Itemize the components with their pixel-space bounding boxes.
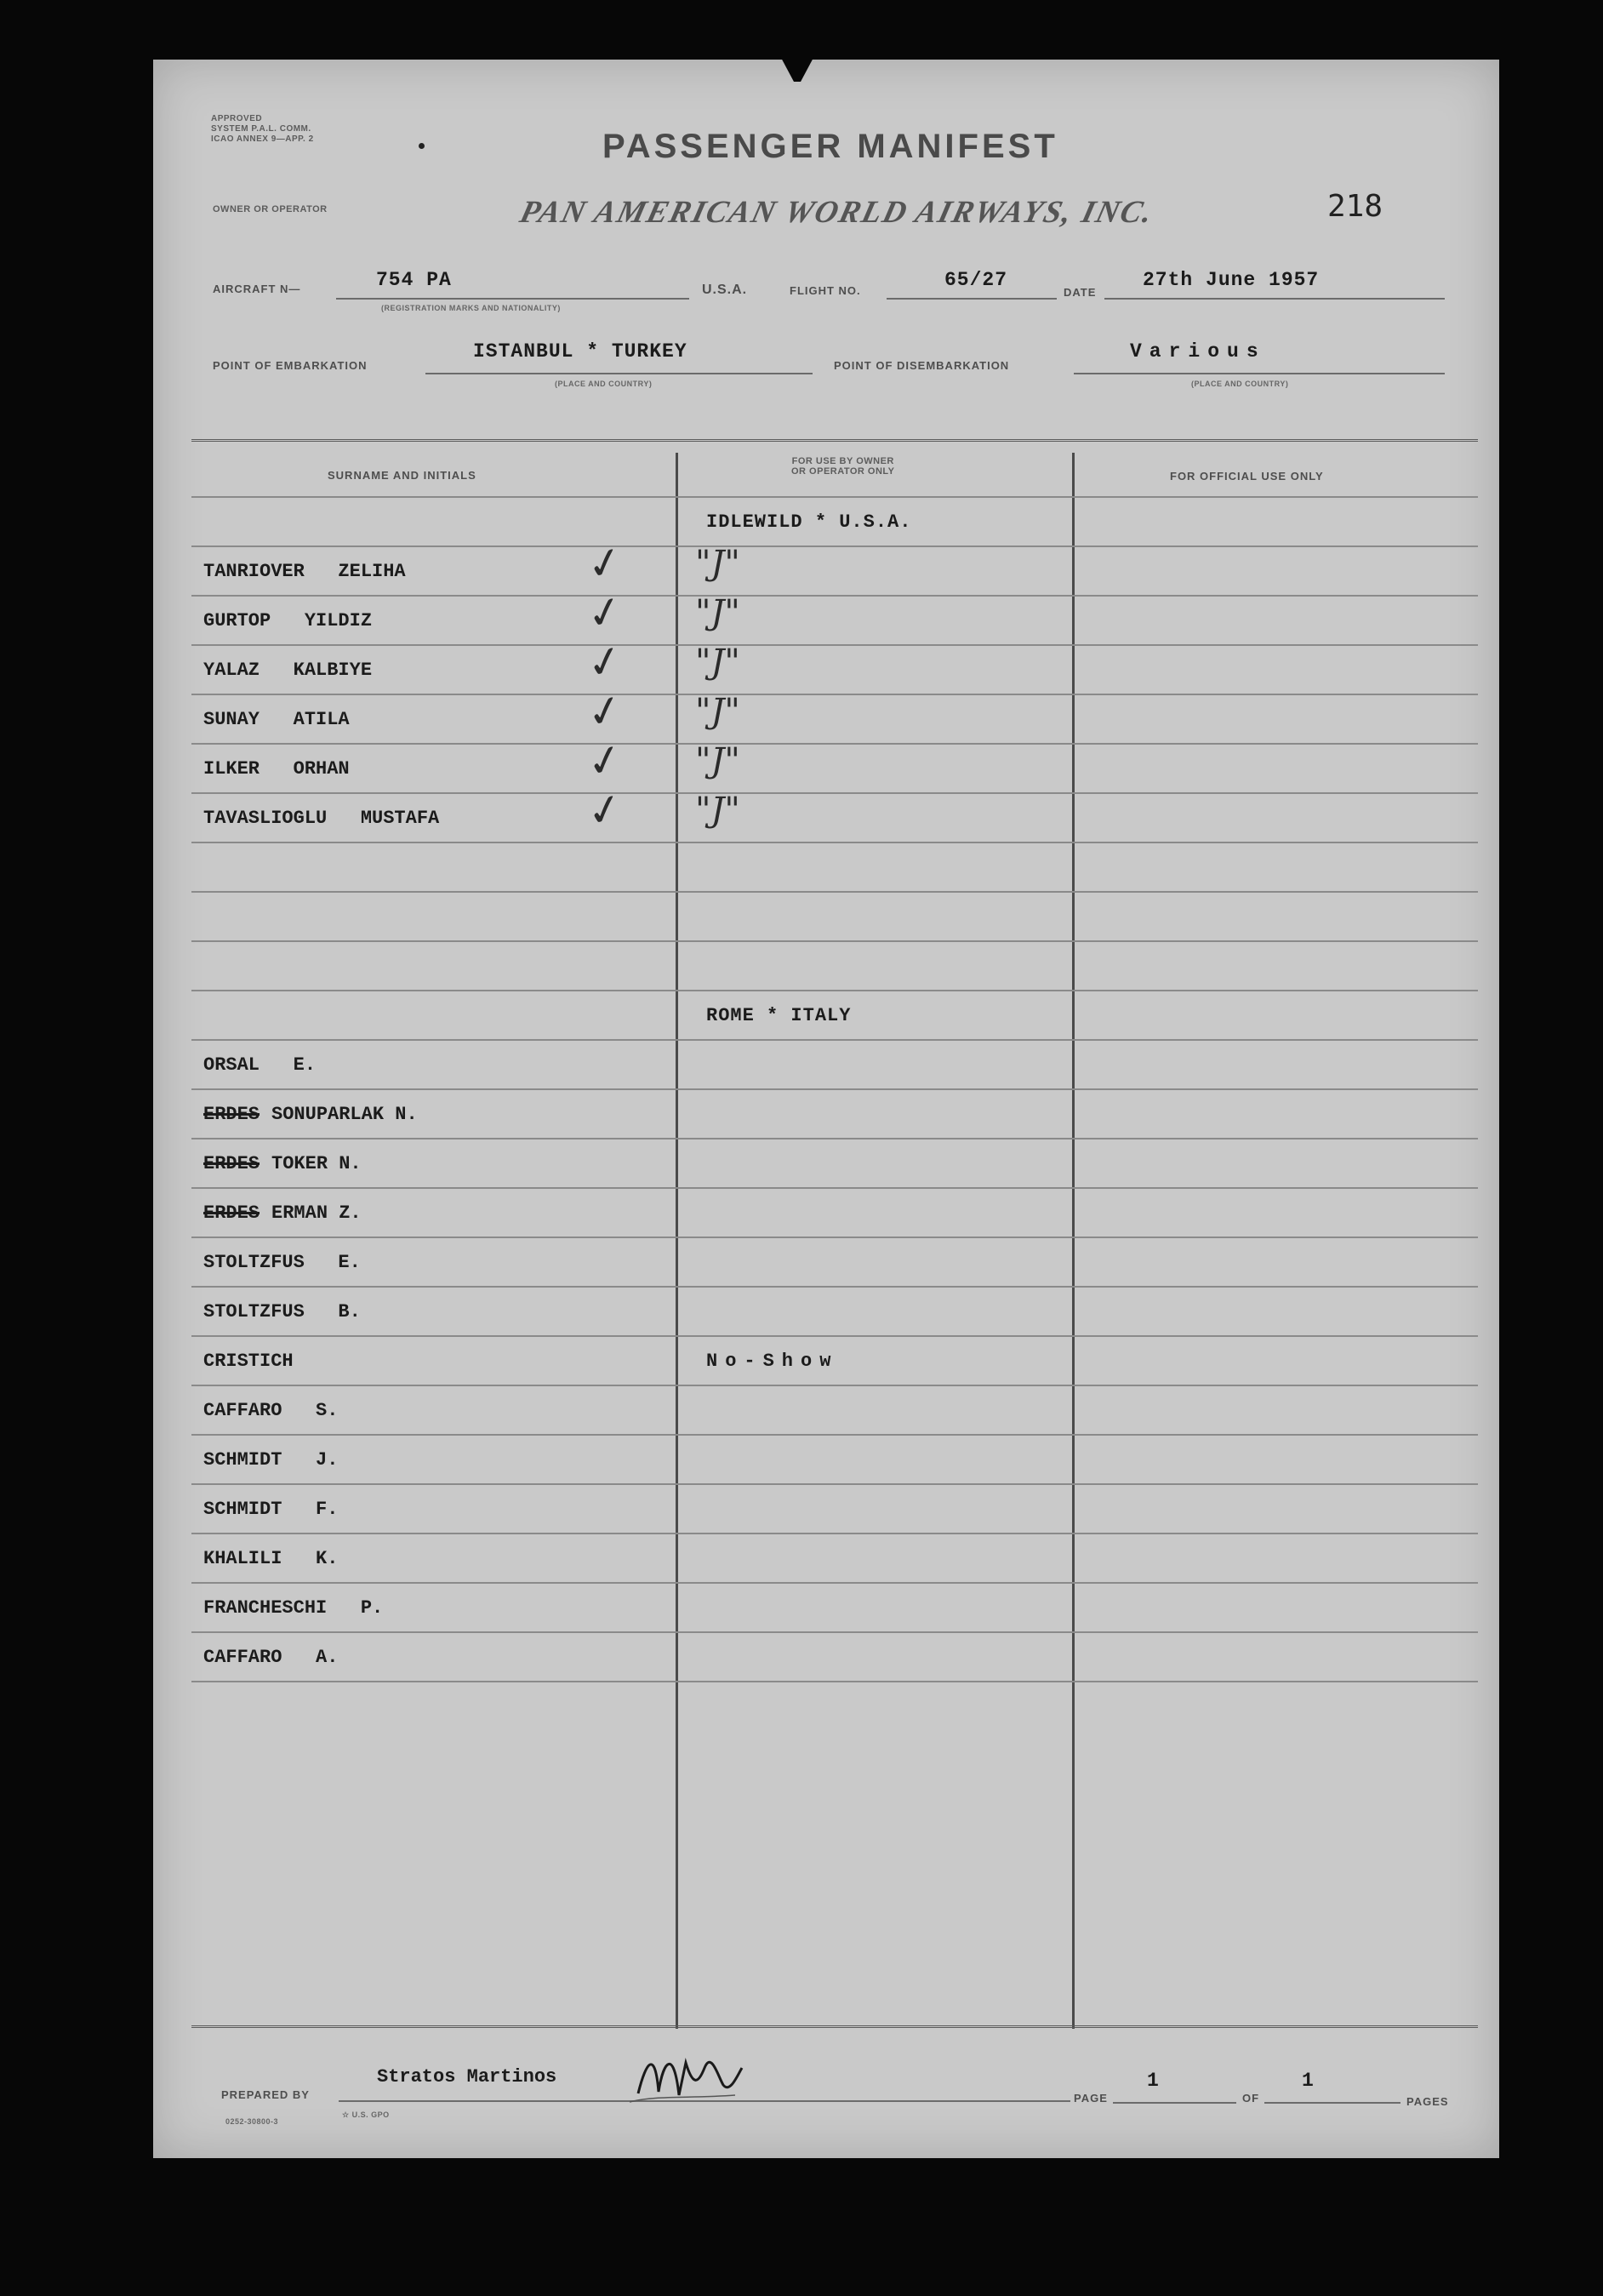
operator-note: No-Show	[706, 1351, 839, 1372]
table-row	[191, 891, 1478, 940]
bullet-dot	[419, 143, 425, 149]
registration-caption: (REGISTRATION MARKS AND NATIONALITY)	[381, 304, 561, 312]
owner-name: PAN AMERICAN WORLD AIRWAYS, INC.	[516, 195, 1158, 230]
aircraft-underline	[336, 298, 689, 300]
table-row	[191, 1039, 1478, 1088]
owner-use-line-1: FOR USE BY OWNER	[791, 456, 894, 466]
passenger-name-text: YALAZ KALBIYE	[203, 660, 373, 681]
page-title: PASSENGER MANIFEST	[602, 128, 1058, 165]
table-row	[191, 496, 1478, 545]
flight-number: 65/27	[944, 269, 1008, 291]
disembarkation-value: Various	[1130, 340, 1266, 363]
passenger-name-text: SUNAY ATILA	[203, 709, 350, 730]
embarkation-underline	[425, 373, 813, 374]
page-number: 1	[1147, 2070, 1160, 2092]
signature	[630, 2042, 749, 2107]
passenger-name	[203, 1647, 338, 1668]
passenger-name-text: GURTOP YILDIZ	[203, 610, 373, 631]
table-row	[191, 842, 1478, 891]
passenger-name	[203, 1153, 362, 1174]
flight-label: FLIGHT NO.	[790, 284, 861, 297]
passenger-name	[203, 1351, 294, 1372]
table-row	[191, 1187, 1478, 1237]
passenger-name-text: CAFFARO A.	[203, 1647, 339, 1668]
passenger-name	[203, 709, 350, 730]
table-row	[191, 1631, 1478, 1681]
table-row	[191, 1237, 1478, 1286]
table-row	[191, 1286, 1478, 1335]
tear-mark	[780, 56, 814, 82]
table-row	[191, 1385, 1478, 1434]
check-mark-icon: ✓	[582, 585, 628, 641]
check-mark-icon: ✓	[582, 535, 628, 591]
printer-mark: ☆ U.S. GPO	[342, 2110, 390, 2119]
passenger-name-text: ERMAN Z.	[271, 1202, 362, 1224]
passenger-name	[203, 1400, 338, 1421]
passenger-name-text: TAVASLIOGLU MUSTAFA	[203, 808, 440, 829]
page-underline	[1113, 2102, 1236, 2104]
table-row	[191, 1138, 1478, 1187]
passenger-name-text: KHALILI K.	[203, 1548, 339, 1569]
table-row	[191, 990, 1478, 1039]
table-row	[191, 1483, 1478, 1533]
passenger-name	[203, 1252, 361, 1273]
prepared-by: Stratos Martinos	[377, 2066, 557, 2088]
table-bottom-rule	[191, 2025, 1478, 2028]
check-mark-icon: ✓	[582, 634, 628, 690]
disembarkation-label: POINT OF DISEMBARKATION	[834, 359, 1010, 372]
operator-note: ROME * ITALY	[706, 1005, 852, 1026]
date-underline	[1104, 298, 1445, 300]
passenger-name	[203, 1054, 316, 1076]
manifest-sheet	[153, 60, 1499, 2158]
handwritten-mark: "J"	[695, 593, 740, 632]
table-row	[191, 1434, 1478, 1483]
flight-underline	[887, 298, 1057, 300]
check-mark-icon: ✓	[582, 782, 628, 838]
passenger-name	[203, 1449, 338, 1471]
pages-label: PAGES	[1406, 2095, 1449, 2108]
page-stamp: 218	[1327, 189, 1383, 224]
disembarkation-underline	[1074, 373, 1445, 374]
table-row	[191, 585, 1478, 644]
of-label: OF	[1242, 2092, 1260, 2105]
handwritten-mark: "J"	[695, 544, 740, 583]
passenger-name-text: ILKER ORHAN	[203, 758, 350, 780]
column-header-surname: SURNAME AND INITIALS	[328, 469, 476, 482]
table-top-rule	[191, 439, 1478, 442]
struck-name: ERDES	[203, 1153, 260, 1174]
column-header-owner-use	[791, 456, 894, 477]
passenger-name-text: SCHMIDT J.	[203, 1449, 339, 1471]
column-header-official-use: FOR OFFICIAL USE ONLY	[1170, 470, 1324, 483]
passenger-name	[203, 808, 439, 829]
passenger-name	[203, 1499, 338, 1520]
passenger-name-text: SCHMIDT F.	[203, 1499, 339, 1520]
passenger-name-text: TANRIOVER ZELIHA	[203, 561, 406, 582]
handwritten-mark: "J"	[695, 643, 740, 682]
owner-use-line-2: OR OPERATOR ONLY	[791, 466, 895, 477]
form-code: 0252-30800-3	[225, 2117, 279, 2126]
page-label: PAGE	[1074, 2092, 1108, 2105]
passenger-name	[203, 1104, 418, 1125]
passenger-name-text: CAFFARO S.	[203, 1400, 339, 1421]
embarkation-caption: (PLACE AND COUNTRY)	[555, 380, 653, 388]
passenger-name-text: CRISTICH	[203, 1351, 294, 1372]
passenger-name	[203, 1202, 362, 1224]
prepared-label: PREPARED BY	[221, 2088, 310, 2101]
passenger-name	[203, 758, 350, 780]
approval-line-2: SYSTEM P.A.L. COMM.	[211, 124, 311, 134]
country-label: U.S.A.	[702, 283, 748, 297]
table-row	[191, 1335, 1478, 1385]
passenger-name	[203, 660, 372, 681]
table-row	[191, 733, 1478, 792]
handwritten-mark: "J"	[695, 791, 740, 830]
table-row	[191, 535, 1478, 595]
approval-line-3: ICAO ANNEX 9—APP. 2	[211, 134, 314, 144]
aircraft-label: AIRCRAFT N—	[213, 283, 301, 295]
handwritten-mark: "J"	[695, 692, 740, 731]
approval-block	[211, 114, 314, 145]
struck-name: ERDES	[203, 1202, 260, 1224]
passenger-name	[203, 610, 372, 631]
passenger-name-text: TOKER N.	[271, 1153, 362, 1174]
pages-underline	[1264, 2102, 1400, 2104]
aircraft-value: 754 PA	[376, 269, 452, 291]
table-row	[191, 1582, 1478, 1631]
table-row	[191, 940, 1478, 990]
disembarkation-caption: (PLACE AND COUNTRY)	[1191, 380, 1289, 388]
date-label: DATE	[1064, 286, 1097, 299]
passenger-name-text: SONUPARLAK N.	[271, 1104, 418, 1125]
check-mark-icon: ✓	[582, 733, 628, 789]
table-row	[191, 1533, 1478, 1582]
embarkation-value: ISTANBUL * TURKEY	[473, 340, 687, 363]
passenger-name	[203, 1301, 361, 1322]
passenger-name-text: FRANCHESCHI P.	[203, 1597, 384, 1619]
handwritten-mark: "J"	[695, 741, 740, 780]
approval-line-1: APPROVED	[211, 114, 263, 123]
table-row	[191, 634, 1478, 694]
check-mark-icon: ✓	[582, 683, 628, 740]
operator-note: IDLEWILD * U.S.A.	[706, 511, 912, 533]
total-pages: 1	[1302, 2070, 1315, 2092]
table-row	[191, 1088, 1478, 1138]
passenger-name-text: ORSAL E.	[203, 1054, 317, 1076]
passenger-name	[203, 1597, 383, 1619]
passenger-name-text: STOLTZFUS B.	[203, 1301, 361, 1322]
owner-label: OWNER OR OPERATOR	[213, 204, 328, 214]
table-row	[191, 683, 1478, 743]
embarkation-label: POINT OF EMBARKATION	[213, 359, 368, 372]
struck-name: ERDES	[203, 1104, 260, 1125]
passenger-name	[203, 1548, 338, 1569]
row-rule	[191, 1681, 1478, 1682]
passenger-name-text: STOLTZFUS E.	[203, 1252, 361, 1273]
date-value: 27th June 1957	[1143, 269, 1320, 291]
passenger-name	[203, 561, 406, 582]
table-row	[191, 782, 1478, 842]
